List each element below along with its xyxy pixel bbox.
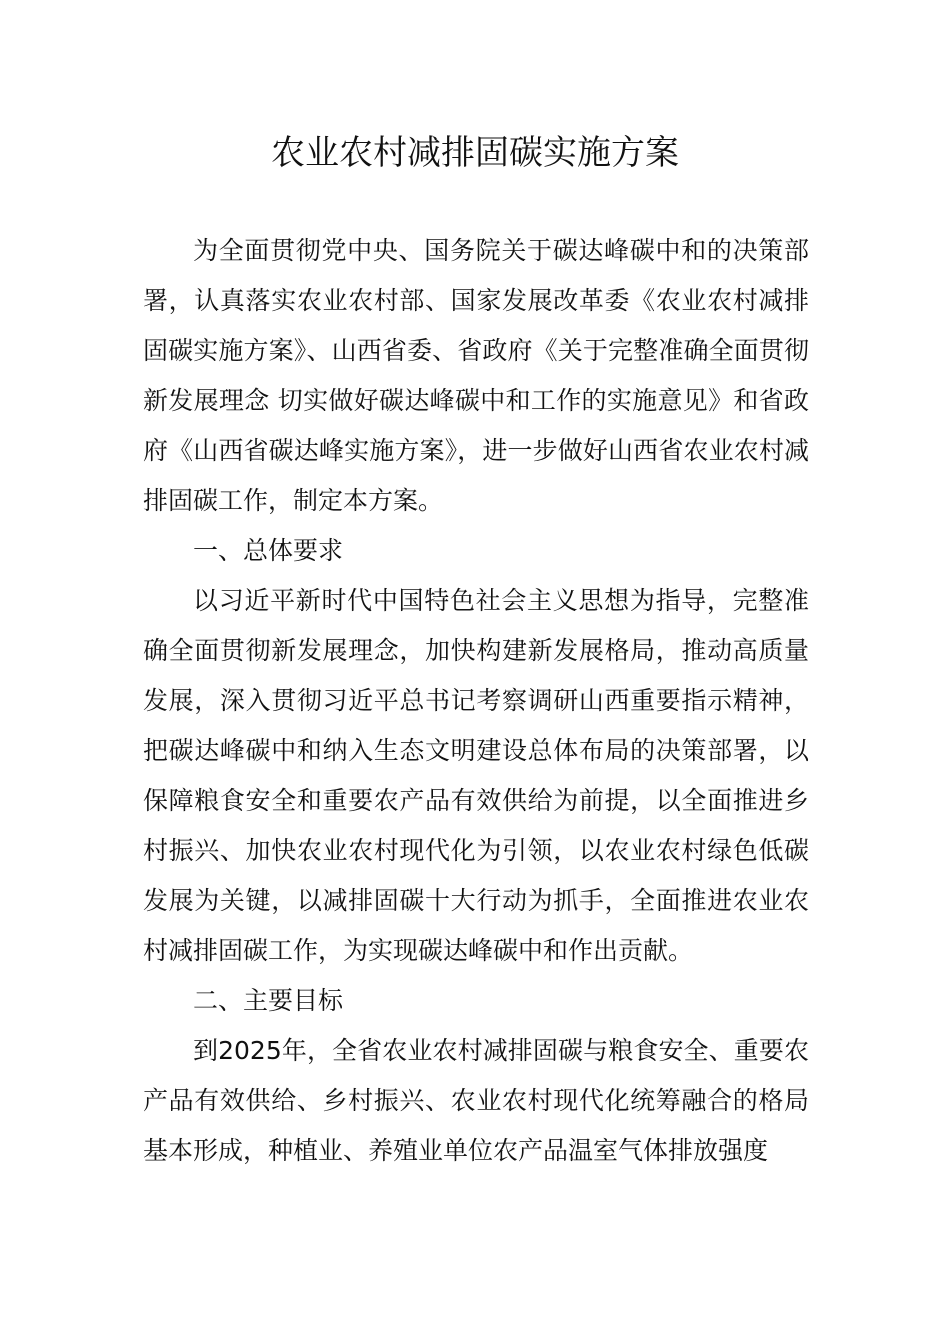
document-body	[143, 226, 809, 1176]
document-title: 农业农村减排固碳实施方案	[271, 133, 679, 173]
main-goals-paragraph: 到2025年，全省农业农村减排固碳与粮食安全、重要农产品有效供给、乡村振兴、农业农村现代化统筹融合的格局基本形成，种植业、养殖业单位农产品温室气体排放强度	[143, 1036, 809, 1165]
section-heading-general-requirements: 一、总体要求	[193, 536, 344, 565]
general-requirements-paragraph: 以习近平新时代中国特色社会主义思想为指导，完整准确全面贯彻新发展理念，加快构建新发展格局，推动高质量发展，深入贯彻习近平总书记考察调研山西重要指示精神，把碳达峰碳中和纳入生态文明建设总体布局的决策部署，以保障粮食安全和重要农产品有效供给为前提，以全面推进乡村振兴、加快农业农村现代化为引领，以农业农村绿色低碳发展为关键，以减排固碳十大行动为抓手，全面推进农业农村减排固碳工作，为实现碳达峰碳中和作出贡献。	[143, 586, 809, 965]
intro-paragraph: 为全面贯彻党中央、国务院关于碳达峰碳中和的决策部署，认真落实农业农村部、国家发展改革委《农业农村减排固碳实施方案》、山西省委、省政府《关于完整准确全面贯彻新发展理念 切实做好碳达峰碳中和工作的实施意见》和省政府《山西省碳达峰实施方案》，进一步做好山西省农业农村减排固碳工作，制定本方案。	[143, 236, 809, 515]
section-heading-main-goals: 二、主要目标	[193, 986, 344, 1015]
